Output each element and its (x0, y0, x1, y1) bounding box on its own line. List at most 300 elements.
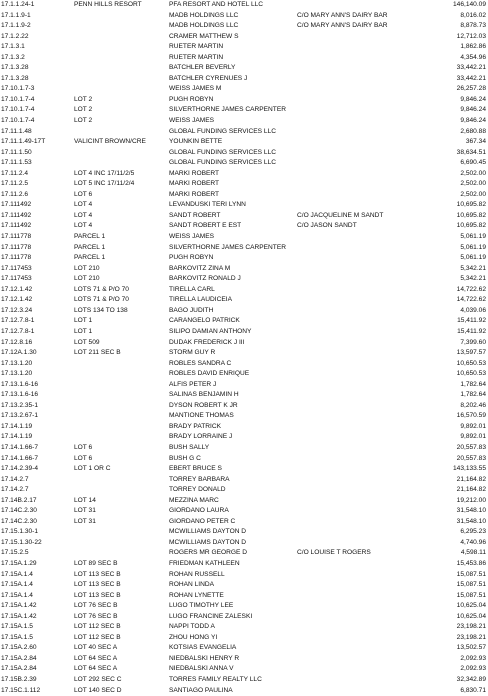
amount-cell: 31,548.10 (456, 507, 486, 515)
owner-name-cell: PUGH ROBYN (169, 95, 214, 103)
amount-cell: 21,164.82 (456, 486, 486, 494)
parcel-id-cell: 17.15C.1.112 (1, 686, 41, 694)
parcel-id-cell: 17.12A.1.30 (1, 349, 37, 357)
parcel-id-cell: 17.15A.2.84 (1, 654, 37, 662)
location-cell: LOT 40 SEC A (74, 644, 118, 652)
owner-name-cell: MCWILLIAMS DAYTON D (169, 528, 247, 536)
location-cell: LOT 31 (74, 507, 96, 515)
table-row (0, 664, 488, 675)
parcel-id-cell: 17.117453 (1, 264, 32, 272)
table-row (0, 295, 488, 306)
table-row (0, 127, 488, 138)
parcel-id-cell: 17.15.1.30-22 (1, 538, 42, 546)
parcel-id-cell: 17.1.1.24-1 (1, 1, 35, 8)
owner-name-cell: SILVERTHORNE JAMES CARPENTER (169, 243, 286, 251)
amount-cell: 32,342.89 (456, 676, 486, 683)
parcel-id-cell: 17.14.1.19 (1, 422, 33, 430)
table-row (0, 401, 488, 412)
amount-cell: 14,722.62 (456, 296, 486, 304)
owner-name-cell: BAGO JUDITH (169, 306, 214, 314)
table-row (0, 454, 488, 465)
location-cell: LOT 210 (74, 275, 100, 283)
location-cell: LOT 6 (74, 454, 93, 462)
table-row (0, 643, 488, 654)
location-cell: LOT 113 SEC B (74, 581, 121, 589)
location-cell: LOT 64 SEC A (74, 665, 118, 673)
parcel-id-cell: 17.1.3.2 (1, 53, 25, 61)
table-row (0, 190, 488, 201)
table-row (0, 264, 488, 275)
parcel-id-cell: 17.111778 (1, 233, 32, 241)
owner-name-cell: GLOBAL FUNDING SERVICES LLC (169, 127, 276, 135)
table-row (0, 686, 488, 696)
amount-cell: 20,557.83 (456, 443, 486, 451)
table-row (0, 42, 488, 53)
amount-cell: 4,354.96 (460, 53, 486, 61)
owner-name-cell: FRIEDMAN KATHLEEN (169, 559, 240, 567)
parcel-id-cell: 17.12.8.16 (1, 338, 33, 346)
location-cell: LOT 2 (74, 95, 93, 103)
amount-cell: 2,502.00 (460, 169, 486, 177)
amount-cell: 5,342.21 (460, 264, 486, 272)
table-row (0, 422, 488, 433)
owner-name-cell: PFA RESORT AND HOTEL LLC (169, 1, 264, 8)
owner-name-cell: ROBLES DAVID ENRIQUE (169, 370, 250, 378)
amount-cell: 6,690.45 (460, 159, 486, 167)
parcel-id-cell: 17.13.2.67-1 (1, 412, 39, 420)
owner-name-cell: BUSH G C (169, 454, 201, 462)
parcel-id-cell: 17.12.7.8-1 (1, 327, 35, 335)
location-cell: LOT 112 SEC B (74, 633, 121, 641)
owner-name-cell: BATCHLER CYRENUES J (169, 74, 248, 82)
owner-name-cell: SALINAS BENJAMIN H (169, 391, 239, 399)
owner-name-cell: YOUNKIN BETTE (169, 138, 223, 146)
amount-cell: 5,061.19 (460, 233, 486, 241)
amount-cell: 10,695.82 (456, 201, 486, 209)
amount-cell: 2,092.93 (460, 665, 486, 673)
care-of-cell: C/O MARY ANN'S DAIRY BAR (297, 11, 388, 19)
location-cell: LOT 76 SEC B (74, 612, 118, 620)
location-cell: LOT 509 (74, 338, 100, 346)
amount-cell: 9,846.24 (460, 106, 486, 114)
owner-name-cell: TORREY DONALD (169, 486, 226, 494)
amount-cell: 1,862.86 (460, 43, 486, 51)
amount-cell: 23,198.21 (456, 623, 486, 631)
owner-name-cell: RUETER MARTIN (169, 53, 224, 61)
parcel-id-cell: 17.13.1.20 (1, 359, 33, 367)
table-row (0, 612, 488, 623)
parcel-id-cell: 17.10.1.7-3 (1, 85, 35, 93)
parcel-id-cell: 17.11.2.5 (1, 180, 29, 188)
parcel-id-cell: 17.13.1.6-16 (1, 380, 39, 388)
parcel-id-cell: 17.13.1.6-16 (1, 391, 39, 399)
table-row (0, 53, 488, 64)
table-row (0, 570, 488, 581)
owner-name-cell: DUDAK FREDERICK J III (169, 338, 245, 346)
owner-name-cell: SILVERTHORNE JAMES CARPENTER (169, 106, 286, 114)
parcel-id-cell: 17.1.3.1 (1, 43, 25, 51)
amount-cell: 5,061.19 (460, 243, 486, 251)
table-row (0, 485, 488, 496)
owner-name-cell: PUGH ROBYN (169, 254, 214, 262)
table-row (0, 601, 488, 612)
owner-name-cell: ROHAN LYNETTE (169, 591, 224, 599)
parcel-id-cell: 17.15A.1.29 (1, 559, 37, 567)
table-row (0, 359, 488, 370)
table-row (0, 443, 488, 454)
amount-cell: 33,442.21 (456, 74, 486, 82)
owner-name-cell: ALFIS PETER J (169, 380, 217, 388)
owner-name-cell: BRADY LORRAINE J (169, 433, 233, 441)
owner-name-cell: ROBLES SANDRA C (169, 359, 232, 367)
table-row (0, 306, 488, 317)
amount-cell: 33,442.21 (456, 64, 486, 72)
owner-name-cell: KOTSIAS EVANGELIA (169, 644, 237, 652)
amount-cell: 10,625.04 (456, 602, 486, 610)
owner-name-cell: MANTIONE THOMAS (169, 412, 234, 420)
amount-cell: 5,342.21 (460, 275, 486, 283)
parcel-id-cell: 17.11.1.53 (1, 159, 32, 167)
table-row (0, 63, 488, 74)
location-cell: LOT 4 (74, 201, 93, 209)
amount-cell: 10,650.53 (456, 370, 486, 378)
parcel-id-cell: 17.15A.1.5 (1, 623, 33, 631)
amount-cell: 20,557.83 (456, 454, 486, 462)
amount-cell: 2,502.00 (460, 190, 486, 198)
table-row (0, 84, 488, 95)
table-row (0, 527, 488, 538)
parcel-id-cell: 17.14C.2.30 (1, 507, 37, 515)
amount-cell: 6,295.23 (460, 528, 486, 536)
amount-cell: 4,039.06 (460, 306, 486, 314)
location-cell: LOT 112 SEC B (74, 623, 121, 631)
owner-name-cell: MCWILLIAMS DAYTON D (169, 538, 247, 546)
owner-name-cell: SANTIAGO PAULINA (169, 686, 233, 694)
location-cell: LOT 140 SEC D (74, 686, 122, 694)
parcel-id-cell: 17.11.1.49-17T (1, 138, 46, 146)
parcel-id-cell: 17.15A.1.4 (1, 581, 33, 589)
parcel-id-cell: 17.12.1.42 (1, 296, 33, 304)
table-row (0, 517, 488, 528)
amount-cell: 19,212.00 (456, 496, 486, 504)
location-cell: LOT 4 (74, 211, 93, 219)
parcel-id-cell: 17.14.2.7 (1, 486, 29, 494)
table-row (0, 95, 488, 106)
table-row (0, 116, 488, 127)
table-row (0, 633, 488, 644)
location-cell: LOT 76 SEC B (74, 602, 118, 610)
owner-name-cell: CRAMER MATTHEW S (169, 32, 239, 40)
table-row (0, 464, 488, 475)
amount-cell: 10,695.82 (456, 222, 486, 230)
parcel-id-cell: 17.111492 (1, 222, 32, 230)
owner-name-cell: GLOBAL FUNDING SERVICES LLC (169, 148, 276, 156)
owner-name-cell: MARKI ROBERT (169, 169, 220, 177)
parcel-id-cell: 17.15A.2.60 (1, 644, 37, 652)
care-of-cell: C/O LOUISE T ROGERS (297, 549, 371, 557)
parcel-id-cell: 17.15A.1.42 (1, 602, 37, 610)
parcel-id-cell: 17.117453 (1, 275, 32, 283)
parcel-id-cell: 17.1.1.9-1 (1, 11, 31, 19)
amount-cell: 2,502.00 (460, 180, 486, 188)
parcel-id-cell: 17.15B.2.39 (1, 676, 37, 683)
table-row (0, 158, 488, 169)
location-cell: LOT 5 INC 17/11/2/4 (74, 180, 135, 188)
location-cell: LOT 1 (74, 317, 93, 325)
table-row (0, 285, 488, 296)
table-row (0, 232, 488, 243)
table-row (0, 327, 488, 338)
amount-cell: 8,878.73 (460, 22, 486, 30)
table-row (0, 169, 488, 180)
owner-name-cell: TORRES FAMILY REALTY LLC (169, 676, 262, 683)
amount-cell: 15,453.86 (456, 559, 486, 567)
amount-cell: 9,846.24 (460, 95, 486, 103)
owner-name-cell: TIRELLA LAUDICEIA (169, 296, 233, 304)
owner-name-cell: BATCHLER BEVERLY (169, 64, 236, 72)
parcel-id-cell: 17.13.2.35-1 (1, 401, 39, 409)
parcel-id-cell: 17.15.2.5 (1, 549, 29, 557)
location-cell: LOT 211 SEC B (74, 349, 121, 357)
table-row (0, 32, 488, 43)
owner-name-cell: NIEDBALSKI HENRY R (169, 654, 240, 662)
owner-name-cell: WEISS JAMES (169, 233, 215, 241)
location-cell: LOT 14 (74, 496, 96, 504)
owner-name-cell: SILIPO DAMIAN ANTHONY (169, 327, 252, 335)
amount-cell: 12,712.03 (456, 32, 486, 40)
amount-cell: 9,846.24 (460, 117, 486, 125)
amount-cell: 2,680.88 (460, 127, 486, 135)
table-row (0, 559, 488, 570)
table-row (0, 0, 488, 11)
amount-cell: 15,087.51 (456, 581, 486, 589)
amount-cell: 1,782.64 (460, 380, 486, 388)
parcel-id-cell: 17.11.2.4 (1, 169, 29, 177)
owner-name-cell: DYSON ROBERT K JR (169, 401, 238, 409)
owner-name-cell: LEVANDUSKI TERI LYNN (169, 201, 246, 209)
parcel-id-cell: 17.12.1.42 (1, 285, 33, 293)
table-row (0, 179, 488, 190)
parcel-id-cell: 17.15A.1.4 (1, 570, 33, 578)
owner-name-cell: BUSH SALLY (169, 443, 210, 451)
location-cell: LOTS 134 TO 138 (74, 306, 128, 314)
table-row (0, 506, 488, 517)
parcel-id-cell: 17.15A.2.84 (1, 665, 37, 673)
amount-cell: 13,597.57 (456, 349, 486, 357)
table-row (0, 74, 488, 85)
location-cell: PENN HILLS RESORT (74, 1, 142, 8)
location-cell: LOT 292 SEC C (74, 676, 122, 683)
parcel-id-cell: 17.11.1.48 (1, 127, 32, 135)
location-cell: LOT 6 (74, 443, 93, 451)
table-row (0, 105, 488, 116)
location-cell: LOT 113 SEC B (74, 591, 121, 599)
parcel-id-cell: 17.15A.1.42 (1, 612, 37, 620)
parcel-id-cell: 17.111492 (1, 201, 32, 209)
owner-name-cell: WEISS JAMES (169, 117, 215, 125)
parcel-id-cell: 17.1.1.9-2 (1, 22, 31, 30)
owner-name-cell: MARKI ROBERT (169, 190, 220, 198)
location-cell: LOT 64 SEC A (74, 654, 118, 662)
parcel-id-cell: 17.14.2.7 (1, 475, 29, 483)
owner-name-cell: MEZZINA MARC (169, 496, 219, 504)
owner-name-cell: SANDT ROBERT E EST (169, 222, 242, 230)
table-row (0, 548, 488, 559)
owner-name-cell: MARKI ROBERT (169, 180, 220, 188)
owner-name-cell: BRADY PATRICK (169, 422, 222, 430)
table-row (0, 475, 488, 486)
owner-name-cell: SANDT ROBERT (169, 211, 221, 219)
owner-name-cell: RUETER MARTIN (169, 43, 224, 51)
location-cell: LOT 4 (74, 222, 93, 230)
location-cell: LOT 6 (74, 190, 93, 198)
table-row (0, 538, 488, 549)
location-cell: LOT 1 OR C (74, 465, 111, 473)
parcel-id-cell: 17.11.2.6 (1, 190, 29, 198)
owner-name-cell: LUGO FRANCINE ZALESKI (169, 612, 253, 620)
parcel-id-cell: 17.10.1.7-4 (1, 95, 35, 103)
table-row (0, 243, 488, 254)
table-row (0, 369, 488, 380)
amount-cell: 15,087.51 (456, 570, 486, 578)
parcel-id-cell: 17.111778 (1, 243, 32, 251)
location-cell: LOT 2 (74, 106, 93, 114)
owner-name-cell: GLOBAL FUNDING SERVICES LLC (169, 159, 276, 167)
amount-cell: 5,061.19 (460, 254, 486, 262)
owner-name-cell: CARANGELO PATRICK (169, 317, 240, 325)
table-row (0, 654, 488, 665)
parcel-id-cell: 17.14.1.66-7 (1, 443, 39, 451)
amount-cell: 143,133.55 (452, 465, 486, 473)
owner-name-cell: EBERT BRUCE S (169, 465, 222, 473)
owner-name-cell: NAPPI TODD A (169, 623, 215, 631)
owner-name-cell: ROHAN LINDA (169, 581, 215, 589)
parcel-id-cell: 17.14.1.66-7 (1, 454, 39, 462)
table-row (0, 200, 488, 211)
table-row (0, 274, 488, 285)
amount-cell: 1,782.64 (460, 391, 486, 399)
table-row (0, 496, 488, 507)
parcel-id-cell: 17.111492 (1, 211, 32, 219)
parcel-id-cell: 17.10.1.7-4 (1, 106, 35, 114)
owner-name-cell: STORM GUY R (169, 349, 216, 357)
amount-cell: 2,092.93 (460, 654, 486, 662)
amount-cell: 23,198.21 (456, 633, 486, 641)
owner-name-cell: BARKOVITZ ZINA M (169, 264, 231, 272)
care-of-cell: C/O JASON SANDT (297, 222, 357, 230)
location-cell: LOT 113 SEC B (74, 570, 121, 578)
table-row (0, 380, 488, 391)
location-cell: LOT 31 (74, 517, 96, 525)
parcel-id-cell: 17.11.1.50 (1, 148, 32, 156)
owner-name-cell: MADB HOLDINGS LLC (169, 11, 239, 19)
amount-cell: 15,087.51 (456, 591, 486, 599)
amount-cell: 16,570.59 (456, 412, 486, 420)
owner-name-cell: MADB HOLDINGS LLC (169, 22, 239, 30)
amount-cell: 9,892.01 (460, 433, 486, 441)
amount-cell: 4,740.96 (460, 538, 486, 546)
amount-cell: 10,625.04 (456, 612, 486, 620)
parcel-id-cell: 17.14.2.39-4 (1, 465, 39, 473)
location-cell: LOT 210 (74, 264, 100, 272)
owner-name-cell: GIORDANO LAURA (169, 507, 229, 515)
table-row (0, 580, 488, 591)
owner-name-cell: ZHOU HONG YI (169, 633, 218, 641)
location-cell: PARCEL 1 (74, 243, 106, 251)
parcel-id-cell: 17.10.1.7-4 (1, 117, 35, 125)
amount-cell: 10,650.53 (456, 359, 486, 367)
care-of-cell: C/O MARY ANN'S DAIRY BAR (297, 22, 388, 30)
location-cell: LOT 89 SEC B (74, 559, 118, 567)
owner-name-cell: BARKOVITZ RONALD J (169, 275, 241, 283)
amount-cell: 7,399.60 (460, 338, 486, 346)
amount-cell: 15,411.92 (457, 317, 486, 325)
table-row (0, 411, 488, 422)
location-cell: LOTS 71 & P/O 70 (74, 285, 129, 293)
parcel-id-cell: 17.12.7.8-1 (1, 317, 35, 325)
amount-cell: 13,502.57 (456, 644, 486, 652)
table-row (0, 675, 488, 686)
parcel-id-cell: 17.13.1.20 (1, 370, 33, 378)
amount-cell: 21,164.82 (456, 475, 486, 483)
parcel-id-cell: 17.1.2.22 (1, 32, 29, 40)
parcel-id-cell: 17.15A.1.4 (1, 591, 33, 599)
table-row (0, 221, 488, 232)
amount-cell: 26,257.28 (456, 85, 486, 93)
parcel-id-cell: 17.15.1.30-1 (1, 528, 39, 536)
owner-name-cell: LUGO TIMOTHY LEE (169, 602, 234, 610)
parcel-id-cell: 17.1.3.28 (1, 74, 29, 82)
table-row (0, 390, 488, 401)
amount-cell: 14,722.62 (456, 285, 486, 293)
location-cell: LOT 2 (74, 117, 93, 125)
table-row (0, 137, 488, 148)
location-cell: PARCEL 1 (74, 233, 106, 241)
parcel-id-cell: 17.1.3.28 (1, 64, 29, 72)
amount-cell: 8,202.46 (460, 401, 486, 409)
amount-cell: 31,548.10 (456, 517, 486, 525)
table-row (0, 21, 488, 32)
parcel-id-cell: 17.14.1.19 (1, 433, 33, 441)
parcel-id-cell: 17.12.3.24 (1, 306, 33, 314)
amount-cell: 8,016.02 (460, 11, 486, 19)
table-row (0, 211, 488, 222)
table-row (0, 148, 488, 159)
amount-cell: 367.34 (465, 138, 486, 146)
location-cell: LOT 4 INC 17/11/2/5 (74, 169, 135, 177)
table-row (0, 338, 488, 349)
table-row (0, 316, 488, 327)
owner-name-cell: TORREY BARBARA (169, 475, 230, 483)
table-row (0, 348, 488, 359)
owner-name-cell: ROHAN RUSSELL (169, 570, 225, 578)
location-cell: LOTS 71 & P/O 70 (74, 296, 129, 304)
parcel-id-cell: 17.111778 (1, 254, 32, 262)
amount-cell: 9,892.01 (460, 422, 486, 430)
amount-cell: 15,411.92 (457, 327, 486, 335)
parcel-id-cell: 17.14B.2.17 (1, 496, 37, 504)
amount-cell: 6,830.71 (460, 686, 486, 694)
owner-name-cell: ROGERS MR GEORGE D (169, 549, 248, 557)
location-cell: VALICINT BROWN/CRE (74, 138, 146, 146)
amount-cell: 146,140.09 (452, 1, 486, 8)
amount-cell: 4,598.11 (460, 549, 486, 557)
table-row (0, 622, 488, 633)
parcel-id-cell: 17.15A.1.5 (1, 633, 33, 641)
location-cell: LOT 1 (74, 327, 93, 335)
amount-cell: 10,695.82 (456, 211, 486, 219)
owner-name-cell: NIEDBALSKI ANNA V (169, 665, 234, 673)
